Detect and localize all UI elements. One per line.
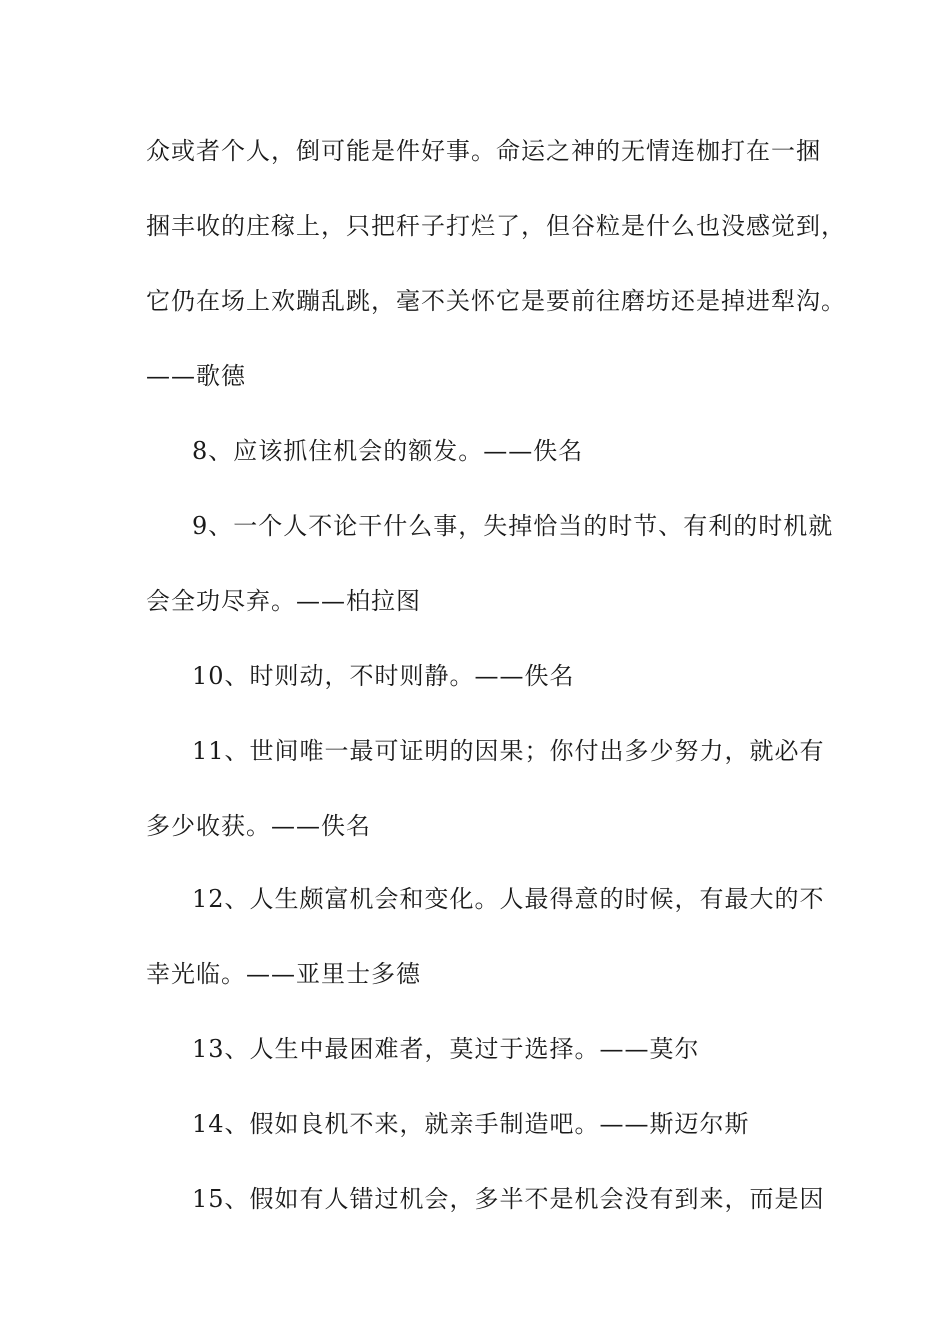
text-line: 14、假如良机不来，就亲手制造吧。——斯迈尔斯: [192, 1110, 750, 1138]
text-line: 10、时则动，不时则静。——佚名: [192, 662, 575, 690]
text-line: 11、世间唯一最可证明的因果；你付出多少努力，就必有: [192, 737, 825, 765]
text-line: 8、应该抓住机会的额发。——佚名: [192, 437, 584, 465]
text-line: 12、人生颇富机会和变化。人最得意的时候，有最大的不: [192, 885, 825, 913]
text-line: 15、假如有人错过机会，多半不是机会没有到来，而是因: [192, 1185, 825, 1213]
text-line: 它仍在场上欢蹦乱跳，毫不关怀它是要前往磨坊还是掉进犁沟。: [146, 287, 846, 315]
text-line: 捆丰收的庄稼上，只把秆子打烂了，但谷粒是什么也没感觉到，: [146, 212, 846, 240]
text-line: 众或者个人，倒可能是件好事。命运之神的无情连枷打在一捆: [146, 137, 821, 165]
text-line: 13、人生中最困难者，莫过于选择。——莫尔: [192, 1035, 700, 1063]
text-line: ——歌德: [146, 362, 246, 390]
text-line: 9、一个人不论干什么事，失掉恰当的时节、有利的时机就: [192, 512, 834, 540]
text-line: 会全功尽弃。——柏拉图: [146, 587, 421, 615]
text-line: 多少收获。——佚名: [146, 812, 371, 840]
text-line: 幸光临。——亚里士多德: [146, 960, 421, 988]
